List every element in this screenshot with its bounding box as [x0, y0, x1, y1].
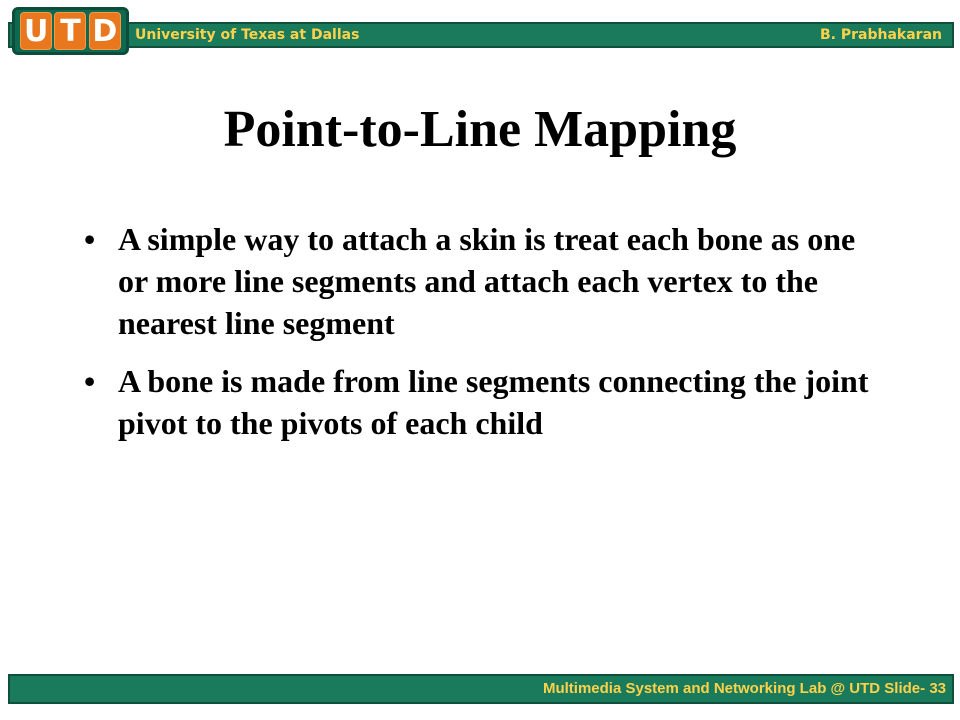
bullet-item [80, 360, 880, 444]
utd-logo [12, 7, 129, 55]
bullet-list [80, 218, 880, 460]
footer-lab-slide: Multimedia System and Networking Lab @ UTD Slide- 33 [542, 680, 946, 697]
bullet-marker: • [84, 363, 96, 399]
logo-letter-d: D [89, 12, 121, 50]
logo-letter-t: T [54, 12, 86, 50]
bullet-marker: • [84, 221, 96, 257]
bullet-text: A bone is made from line segments connecting the joint pivot to the pivots of each child [118, 363, 869, 441]
header-university: University of Texas at Dallas [135, 27, 360, 43]
bullet-item [80, 218, 880, 344]
bullet-text: A simple way to attach a skin is treat each bone as one or more line segments and attach each vertex to the nearest line segment [118, 221, 856, 341]
slide-title: Point-to-Line Mapping [223, 101, 737, 158]
header-author: B. Prabhakaran [820, 27, 942, 43]
logo-letter-u: U [20, 12, 52, 50]
